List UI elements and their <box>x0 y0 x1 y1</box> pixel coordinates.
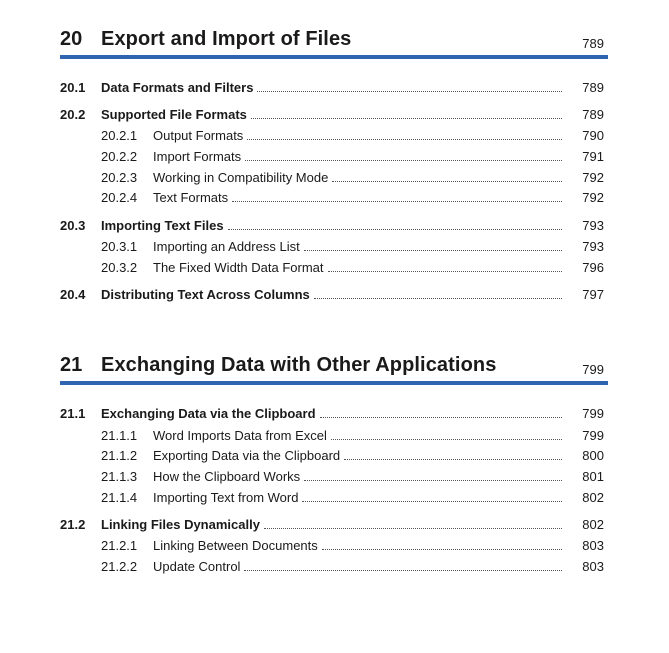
entry-number: 20.2 <box>60 107 86 122</box>
entry-number: 21.2.2 <box>101 559 138 574</box>
entry-title: Import Formats <box>153 148 245 166</box>
entry-number: 20.2.3 <box>101 170 138 185</box>
leader-dots <box>332 181 562 182</box>
leader-dots <box>322 549 562 550</box>
entry-number: 21.2 <box>60 517 86 532</box>
toc-entry[interactable] <box>60 286 608 304</box>
toc-entry[interactable] <box>60 405 608 423</box>
entry-number: 20.3.2 <box>101 260 138 275</box>
toc-entry[interactable] <box>60 148 608 166</box>
leader-dots <box>331 439 562 440</box>
leader-dots <box>320 417 562 418</box>
toc-entry[interactable] <box>60 537 608 555</box>
entry-title: Update Control <box>153 558 244 576</box>
entry-title: Word Imports Data from Excel <box>153 427 331 445</box>
entry-page-number: 803 <box>582 538 604 553</box>
toc-entry[interactable] <box>60 447 608 465</box>
entry-page-number: 791 <box>582 149 604 164</box>
entry-page-number: 799 <box>582 428 604 443</box>
chapter-number: 21 <box>60 354 83 376</box>
entry-page-number: 793 <box>582 218 604 233</box>
entry-title: Linking Files Dynamically <box>101 516 264 534</box>
entry-title: Exchanging Data via the Clipboard <box>101 405 320 423</box>
entry-page-number: 802 <box>582 517 604 532</box>
leader-dots <box>251 118 562 119</box>
chapter-rule <box>60 381 608 385</box>
entry-page-number: 803 <box>582 559 604 574</box>
toc-entry[interactable] <box>60 558 608 576</box>
toc-entry[interactable] <box>60 169 608 187</box>
entry-page-number: 789 <box>582 107 604 122</box>
entry-title: Importing Text Files <box>101 217 228 235</box>
entry-page-number: 802 <box>582 490 604 505</box>
toc-entry[interactable] <box>60 516 608 534</box>
leader-dots <box>244 570 562 571</box>
chapter-21 <box>60 354 608 574</box>
entry-page-number: 796 <box>582 260 604 275</box>
entry-number: 20.1 <box>60 80 86 95</box>
toc-entry[interactable] <box>60 489 608 507</box>
entry-page-number: 801 <box>582 469 604 484</box>
entry-title: Importing Text from Word <box>153 489 302 507</box>
entry-title: The Fixed Width Data Format <box>153 259 328 277</box>
entry-page-number: 799 <box>582 406 604 421</box>
entry-title: Data Formats and Filters <box>101 79 257 97</box>
entry-number: 21.1 <box>60 406 86 421</box>
toc-entry[interactable] <box>60 79 608 97</box>
entry-title: Distributing Text Across Columns <box>101 286 314 304</box>
toc-entry[interactable] <box>60 217 608 235</box>
toc-entry[interactable] <box>60 189 608 207</box>
entry-number: 20.2.2 <box>101 149 138 164</box>
entry-title: Working in Compatibility Mode <box>153 169 332 187</box>
leader-dots <box>228 229 562 230</box>
entry-number: 21.1.2 <box>101 448 138 463</box>
entry-page-number: 792 <box>582 170 604 185</box>
entry-number: 21.1.3 <box>101 469 138 484</box>
chapter-title: Export and Import of Files <box>101 28 352 50</box>
leader-dots <box>257 91 562 92</box>
leader-dots <box>344 459 562 460</box>
toc-entry[interactable] <box>60 468 608 486</box>
chapter-heading <box>60 354 608 384</box>
entry-number: 21.1.4 <box>101 490 138 505</box>
entry-number: 20.2.4 <box>101 190 138 205</box>
entry-page-number: 800 <box>582 448 604 463</box>
chapter-title: Exchanging Data with Other Applications <box>101 354 497 376</box>
leader-dots <box>304 480 562 481</box>
entry-page-number: 790 <box>582 128 604 143</box>
leader-dots <box>304 250 562 251</box>
chapter-20 <box>60 28 608 302</box>
entry-page-number: 797 <box>582 287 604 302</box>
leader-dots <box>328 271 562 272</box>
entry-number: 20.4 <box>60 287 86 302</box>
entry-page-number: 789 <box>582 80 604 95</box>
leader-dots <box>232 201 562 202</box>
entry-number: 20.3 <box>60 218 86 233</box>
toc-entry[interactable] <box>60 427 608 445</box>
chapter-page-number[interactable]: 789 <box>582 36 604 51</box>
entry-page-number: 792 <box>582 190 604 205</box>
entry-number: 20.3.1 <box>101 239 138 254</box>
chapter-heading <box>60 28 608 58</box>
entry-number: 21.1.1 <box>101 428 138 443</box>
toc-entry[interactable] <box>60 259 608 277</box>
toc-entry[interactable] <box>60 238 608 256</box>
leader-dots <box>302 501 562 502</box>
entry-number: 21.2.1 <box>101 538 138 553</box>
chapter-rule <box>60 55 608 59</box>
chapter-page-number[interactable]: 799 <box>582 362 604 377</box>
toc-entry[interactable] <box>60 127 608 145</box>
leader-dots <box>245 160 562 161</box>
chapter-number: 20 <box>60 28 83 50</box>
entry-title: Importing an Address List <box>153 238 304 256</box>
entry-title: Supported File Formats <box>101 106 251 124</box>
entry-number: 20.2.1 <box>101 128 138 143</box>
leader-dots <box>247 139 562 140</box>
entry-page-number: 793 <box>582 239 604 254</box>
entry-title: Exporting Data via the Clipboard <box>153 447 344 465</box>
entry-title: Output Formats <box>153 127 247 145</box>
leader-dots <box>314 298 562 299</box>
entry-title: How the Clipboard Works <box>153 468 304 486</box>
leader-dots <box>264 528 562 529</box>
entry-title: Linking Between Documents <box>153 537 322 555</box>
toc-entry[interactable] <box>60 106 608 124</box>
entry-title: Text Formats <box>153 189 232 207</box>
